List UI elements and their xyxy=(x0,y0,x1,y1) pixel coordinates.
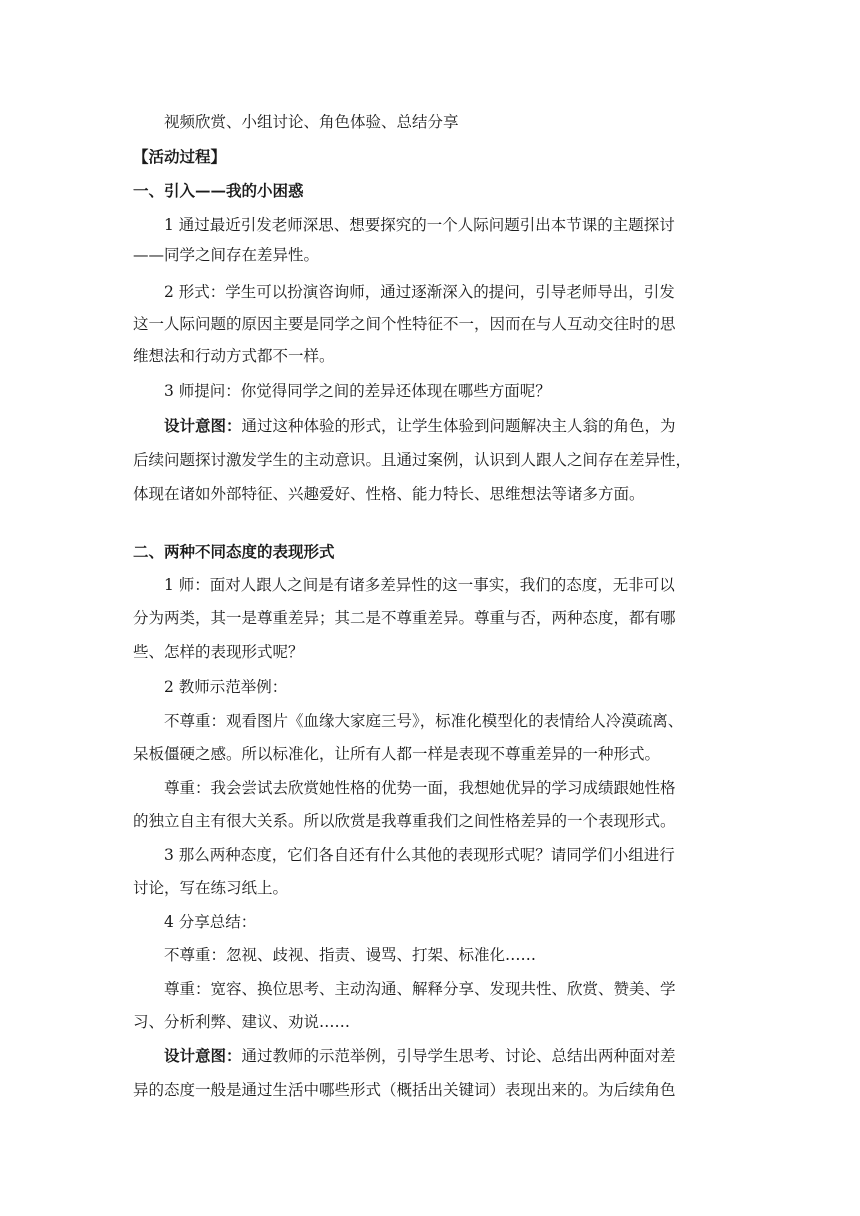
section2-summary-respect-line1: 尊重：宽容、换位思考、主动沟通、解释分享、发现共性、欣赏、赞美、学 xyxy=(164,980,676,998)
section1-p3: 3 师提问：你觉得同学之间的差异还体现在哪些方面呢？ xyxy=(164,382,551,400)
section1-design-line3: 体现在诸如外部特征、兴趣爱好、性格、能力特长、思维想法等诸多方面。 xyxy=(133,485,645,503)
section2-p1-line1: 1 师：面对人跟人之间是有诸多差异性的这一事实，我们的态度，无非可以 xyxy=(164,576,675,594)
section1-p2-line1: 2 形式：学生可以扮演咨询师，通过逐渐深入的提问，引导老师导出，引发 xyxy=(164,283,675,301)
section2-design-line1 xyxy=(164,1045,764,1067)
section2-disrespect-line1: 不尊重：观看图片《血缘大家庭三号》，标准化模型化的表情给人冷漠疏离、 xyxy=(164,712,684,730)
section2-p4: 4 分享总结： xyxy=(164,913,257,931)
section2-design-line2: 异的态度一般是通过生活中哪些形式（概括出关键词）表现出来的。为后续角色 xyxy=(133,1081,676,1099)
activity-process-heading: 【活动过程】 xyxy=(133,147,227,166)
section2-disrespect-line2: 呆板僵硬之感。所以标准化，让所有人都一样是表现不尊重差异的一种形式。 xyxy=(133,745,661,763)
section2-summary-respect-line2: 习、分析利弊、建议、劝说…… xyxy=(133,1013,351,1031)
section2-respect-line2: 的独立自主有很大关系。所以欣赏是我尊重我们之间性格差异的一个表现形式。 xyxy=(133,812,676,830)
section2-title: 二、两种不同态度的表现形式 xyxy=(133,542,335,561)
section1-p1-line2: ——同学之间存在差异性。 xyxy=(133,246,320,264)
section1-title: 一、引入——我的小困惑 xyxy=(133,181,304,200)
section1-p2-line2: 这一人际问题的原因主要是同学之间个性特征不一，因而在与人互动交往时的思 xyxy=(133,315,676,333)
section1-design-line1 xyxy=(164,415,764,437)
design-intent-label: 设计意图： xyxy=(164,1046,242,1065)
section2-summary-disrespect: 不尊重：忽视、歧视、指责、谩骂、打架、标准化…… xyxy=(164,946,537,964)
activity-methods: 视频欣赏、小组讨论、角色体验、总结分享 xyxy=(164,113,459,131)
section2-p3-line1: 3 那么两种态度，它们各自还有什么其他的表现形式呢？请同学们小组进行 xyxy=(164,846,675,864)
section1-design-line2: 后续问题探讨激发学生的主动意识。且通过案例，认识到人跟人之间存在差异性， xyxy=(133,451,692,469)
section2-p1-line3: 些、怎样的表现形式呢？ xyxy=(133,643,304,661)
section2-p2: 2 教师示范举例： xyxy=(164,678,288,696)
design-intent-text: 通过教师的示范举例，引导学生思考、讨论、总结出两种面对差 xyxy=(241,1047,676,1065)
section2-p3-line2: 讨论，写在练习纸上。 xyxy=(133,879,289,897)
section1-p1-line1: 1 通过最近引发老师深思、想要探究的一个人际问题引出本节课的主题探讨 xyxy=(164,216,675,234)
section2-respect-line1: 尊重：我会尝试去欣赏她性格的优势一面，我想她优异的学习成绩跟她性格 xyxy=(164,779,676,797)
design-intent-label: 设计意图： xyxy=(164,416,242,435)
design-intent-text: 通过这种体验的形式，让学生体验到问题解决主人翁的角色，为 xyxy=(241,417,676,435)
section1-p2-line3: 维想法和行动方式都不一样。 xyxy=(133,347,335,365)
section2-p1-line2: 分为两类，其一是尊重差异；其二是不尊重差异。尊重与否，两种态度，都有哪 xyxy=(133,609,676,627)
